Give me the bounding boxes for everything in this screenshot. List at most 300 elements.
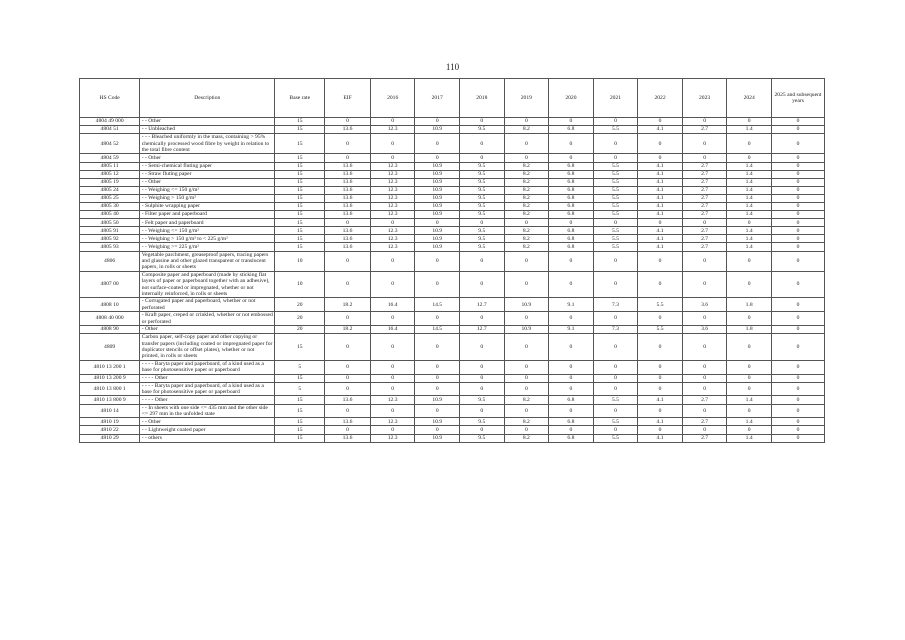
rate-2022-cell: 4.1 [638,170,683,178]
base-rate-cell: 15 [275,227,325,235]
eif-rate-cell: 0 [325,271,371,298]
rate-2018-cell: 0 [460,360,505,374]
rate-2017-cell: 10.9 [415,418,460,426]
hs-code-cell: 4810 29 [80,434,140,442]
base-rate-cell: 5 [275,382,325,396]
rate-2021-cell: 5.5 [593,211,638,219]
rate-2019-cell: 10.9 [504,326,549,334]
rate-2022-cell: 0 [638,312,683,326]
rate-2019-cell: 0 [504,118,549,126]
base-rate-cell: 15 [275,334,325,361]
rate-2020-cell: 0 [549,134,594,154]
rate-2016-cell: 0 [370,312,415,326]
base-rate-cell: 15 [275,194,325,202]
rate-2022-cell: 0 [638,334,683,361]
rate-2016-cell: 12.3 [370,418,415,426]
rate-2018-cell: 0 [460,271,505,298]
eif-rate-cell: 0 [325,154,371,162]
rate-2020-cell: 0 [549,374,594,382]
header-row [80,79,825,118]
rate-2024-cell: 1.4 [727,162,772,170]
rate-2022-cell: 0 [638,134,683,154]
eif-rate-cell: 13.6 [325,126,371,134]
rate-2016-cell: 12.3 [370,186,415,194]
rate-2025-cell: 0 [771,118,824,126]
description-cell: - - - - Baryta paper and paperboard, of a kind used as a base for photosensitive paper or paperboard [140,360,275,374]
table-row [80,162,825,170]
base-rate-cell: 15 [275,178,325,186]
rate-2022-cell: 4.1 [638,126,683,134]
rate-2016-cell: 0 [370,118,415,126]
rate-2021-cell: 0 [593,219,638,227]
description-cell: - - Weighing <= 150 g/m² [140,186,275,194]
table-row [80,118,825,126]
table-row [80,334,825,361]
rate-2025-cell: 0 [771,334,824,361]
description-cell: - - Weighing > 150 g/m² to < 225 g/m² [140,235,275,243]
rate-2024-cell: 1.4 [727,243,772,251]
base-rate-cell: 15 [275,162,325,170]
rate-2017-cell: 10.9 [415,235,460,243]
hs-code-cell: 4805 40 [80,211,140,219]
rate-2025-cell: 0 [771,211,824,219]
eif-rate-cell: 0 [325,404,371,418]
description-cell: - - Other [140,178,275,186]
rate-2017-cell: 0 [415,271,460,298]
rate-2019-cell: 8.2 [504,162,549,170]
rate-2016-cell: 0 [370,374,415,382]
rate-2022-cell: 0 [638,360,683,374]
hs-code-cell: 4808 10 [80,298,140,312]
table-row [80,418,825,426]
rate-2018-cell: 9.5 [460,227,505,235]
rate-2018-cell: 0 [460,134,505,154]
table-row [80,202,825,210]
eif-rate-cell: 18.2 [325,298,371,312]
rate-2020-cell: 0 [549,154,594,162]
hs-code-cell: 4810 22 [80,426,140,434]
header-2020: 2020 [549,79,594,118]
rate-2025-cell: 0 [771,243,824,251]
rate-2021-cell: 0 [593,374,638,382]
eif-rate-cell: 13.6 [325,211,371,219]
rate-2019-cell: 8.2 [504,396,549,404]
rate-2023-cell: 2.7 [682,194,727,202]
header-2017: 2017 [415,79,460,118]
rate-2022-cell: 5.5 [638,298,683,312]
rate-2016-cell: 0 [370,360,415,374]
rate-2024-cell: 1.4 [727,202,772,210]
table-row [80,235,825,243]
rate-2023-cell: 2.7 [682,202,727,210]
rate-2019-cell: 8.2 [504,186,549,194]
rate-2019-cell: 8.2 [504,211,549,219]
rate-2017-cell: 0 [415,251,460,271]
header-hs-code: HS Code [80,79,140,118]
rate-2018-cell: 12.7 [460,326,505,334]
rate-2017-cell: 0 [415,118,460,126]
rate-2022-cell: 4.1 [638,162,683,170]
rate-2021-cell: 5.5 [593,243,638,251]
rate-2025-cell: 0 [771,186,824,194]
rate-2023-cell: 0 [682,312,727,326]
table-row [80,134,825,154]
rate-2017-cell: 0 [415,154,460,162]
rate-2020-cell: 6.8 [549,126,594,134]
description-cell: - - Other [140,118,275,126]
rate-2017-cell: 0 [415,382,460,396]
table-row [80,271,825,298]
base-rate-cell: 15 [275,426,325,434]
rate-2021-cell: 0 [593,251,638,271]
rate-2019-cell: 0 [504,374,549,382]
table-row [80,186,825,194]
table-row [80,126,825,134]
rate-2019-cell: 8.2 [504,178,549,186]
eif-rate-cell: 18.2 [325,326,371,334]
rate-2023-cell: 2.7 [682,243,727,251]
rate-2024-cell: 0 [727,360,772,374]
table-row [80,374,825,382]
hs-code-cell: 4805 92 [80,235,140,243]
rate-2019-cell: 8.2 [504,235,549,243]
rate-2018-cell: 9.5 [460,186,505,194]
base-rate-cell: 15 [275,186,325,194]
rate-2019-cell: 8.2 [504,194,549,202]
hs-code-cell: 4804 52 [80,134,140,154]
eif-rate-cell: 13.6 [325,178,371,186]
rate-2017-cell: 10.9 [415,178,460,186]
rate-2021-cell: 5.5 [593,227,638,235]
rate-2022-cell: 4.1 [638,211,683,219]
description-cell: - - - - Baryta paper and paperboard, of a kind used as a base for photosensitive paper or paperboard [140,382,275,396]
rate-2018-cell: 0 [460,426,505,434]
rate-2020-cell: 6.8 [549,186,594,194]
eif-rate-cell: 13.6 [325,162,371,170]
hs-code-cell: 4808 90 [80,326,140,334]
rate-2023-cell: 0 [682,154,727,162]
rate-2018-cell: 12.7 [460,298,505,312]
hs-code-cell: 4804 49 000 [80,118,140,126]
rate-2019-cell: 0 [504,426,549,434]
rate-2018-cell: 9.5 [460,170,505,178]
rate-2017-cell: 10.9 [415,162,460,170]
base-rate-cell: 15 [275,170,325,178]
rate-2016-cell: 0 [370,426,415,434]
rate-2021-cell: 5.5 [593,434,638,442]
table-row [80,243,825,251]
rate-2023-cell: 3.6 [682,298,727,312]
rate-2017-cell: 10.9 [415,194,460,202]
table-row [80,170,825,178]
rate-2017-cell: 0 [415,360,460,374]
rate-2025-cell: 0 [771,251,824,271]
rate-2016-cell: 0 [370,334,415,361]
hs-code-cell: 4810 13 200 9 [80,374,140,382]
description-cell: - - - - Other [140,374,275,382]
description-cell: Vegetable parchment, greaseproof papers, tracing papers and glassine and other glazed transparent or translucent papers, in rolls or sheets [140,251,275,271]
table-row [80,227,825,235]
table-row [80,312,825,326]
hs-code-cell: 4810 13 800 9 [80,396,140,404]
rate-2021-cell: 7.3 [593,326,638,334]
rate-2021-cell: 0 [593,271,638,298]
base-rate-cell: 15 [275,126,325,134]
rate-2019-cell: 8.2 [504,418,549,426]
rate-2023-cell: 2.7 [682,170,727,178]
hs-code-cell: 4804 51 [80,126,140,134]
rate-2025-cell: 0 [771,202,824,210]
rate-2018-cell: 0 [460,334,505,361]
rate-2020-cell: 6.8 [549,178,594,186]
rate-2025-cell: 0 [771,426,824,434]
rate-2018-cell: 0 [460,404,505,418]
description-cell: - - Other [140,418,275,426]
rate-2022-cell: 4.1 [638,194,683,202]
rate-2025-cell: 0 [771,154,824,162]
rate-2022-cell: 4.1 [638,186,683,194]
rate-2022-cell: 0 [638,374,683,382]
hs-code-cell: 4805 24 [80,186,140,194]
base-rate-cell: 15 [275,434,325,442]
eif-rate-cell: 13.6 [325,396,371,404]
rate-2025-cell: 0 [771,374,824,382]
rate-2025-cell: 0 [771,134,824,154]
eif-rate-cell: 0 [325,251,371,271]
base-rate-cell: 20 [275,326,325,334]
rate-2017-cell: 0 [415,404,460,418]
rate-2023-cell: 2.7 [682,235,727,243]
rate-2021-cell: 0 [593,334,638,361]
rate-2017-cell: 14.5 [415,298,460,312]
base-rate-cell: 15 [275,211,325,219]
eif-rate-cell: 13.6 [325,194,371,202]
table-row [80,404,825,418]
rate-2023-cell: 0 [682,360,727,374]
rate-2024-cell: 0 [727,154,772,162]
rate-2021-cell: 0 [593,382,638,396]
rate-2024-cell: 1.4 [727,170,772,178]
rate-2024-cell: 1.4 [727,194,772,202]
rate-2019-cell: 0 [504,271,549,298]
eif-rate-cell: 13.6 [325,434,371,442]
rate-2017-cell: 0 [415,134,460,154]
rate-2020-cell: 6.8 [549,211,594,219]
rate-2025-cell: 0 [771,298,824,312]
rate-2023-cell: 2.7 [682,211,727,219]
rate-2020-cell: 0 [549,251,594,271]
base-rate-cell: 20 [275,298,325,312]
rate-2022-cell: 4.1 [638,227,683,235]
rate-2019-cell: 8.2 [504,126,549,134]
table-row [80,382,825,396]
rate-2021-cell: 0 [593,426,638,434]
rate-2023-cell: 2.7 [682,178,727,186]
rate-2017-cell: 10.9 [415,126,460,134]
page-number: 110 [445,62,460,72]
rate-2020-cell: 0 [549,312,594,326]
eif-rate-cell: 13.6 [325,170,371,178]
rate-2024-cell: 0 [727,382,772,396]
header-eif: EIF [325,79,371,118]
rate-2021-cell: 5.5 [593,170,638,178]
rate-2018-cell: 0 [460,374,505,382]
rate-2025-cell: 0 [771,178,824,186]
rate-2022-cell: 0 [638,251,683,271]
rate-2023-cell: 0 [682,219,727,227]
rate-2020-cell: 6.8 [549,235,594,243]
rate-2022-cell: 4.1 [638,396,683,404]
rate-2016-cell: 0 [370,251,415,271]
rate-2021-cell: 0 [593,154,638,162]
rate-2020-cell: 0 [549,360,594,374]
rate-2016-cell: 12.3 [370,162,415,170]
rate-2021-cell: 5.5 [593,178,638,186]
table-row [80,251,825,271]
tariff-table-body [80,118,825,443]
rate-2022-cell: 0 [638,219,683,227]
rate-2018-cell: 9.5 [460,162,505,170]
table-row [80,396,825,404]
rate-2023-cell: 0 [682,404,727,418]
table-row [80,434,825,442]
rate-2017-cell: 0 [415,312,460,326]
rate-2025-cell: 0 [771,126,824,134]
rate-2023-cell: 2.7 [682,162,727,170]
rate-2017-cell: 10.9 [415,202,460,210]
rate-2017-cell: 10.9 [415,186,460,194]
rate-2017-cell: 10.9 [415,227,460,235]
rate-2023-cell: 0 [682,382,727,396]
table-row [80,326,825,334]
rate-2018-cell: 9.5 [460,418,505,426]
rate-2016-cell: 0 [370,134,415,154]
header-2022: 2022 [638,79,683,118]
rate-2017-cell: 0 [415,374,460,382]
description-cell: - - - Bleached uniformly in the mass, containing > 95% chemically processed wood fibre by weight in relation to the total fibre content [140,134,275,154]
rate-2019-cell: 0 [504,154,549,162]
rate-2025-cell: 0 [771,396,824,404]
rate-2016-cell: 12.3 [370,126,415,134]
rate-2023-cell: 3.6 [682,326,727,334]
header-2023: 2023 [682,79,727,118]
rate-2025-cell: 0 [771,434,824,442]
rate-2024-cell: 0 [727,118,772,126]
rate-2021-cell: 0 [593,312,638,326]
header-description: Description [140,79,275,118]
rate-2025-cell: 0 [771,235,824,243]
rate-2016-cell: 16.4 [370,326,415,334]
hs-code-cell: 4805 50 [80,219,140,227]
rate-2025-cell: 0 [771,227,824,235]
base-rate-cell: 15 [275,396,325,404]
rate-2022-cell: 5.5 [638,326,683,334]
hs-code-cell: 4805 30 [80,202,140,210]
rate-2016-cell: 16.4 [370,298,415,312]
rate-2018-cell: 9.5 [460,126,505,134]
eif-rate-cell: 13.6 [325,186,371,194]
description-cell: - Kraft paper, creped or crinkled, whether or not embossed or perforated [140,312,275,326]
rate-2022-cell: 0 [638,426,683,434]
hs-code-cell: 4810 19 [80,418,140,426]
rate-2021-cell: 0 [593,118,638,126]
base-rate-cell: 15 [275,418,325,426]
rate-2022-cell: 0 [638,154,683,162]
rate-2018-cell: 9.5 [460,194,505,202]
hs-code-cell: 4805 11 [80,162,140,170]
description-cell: - Sulphite wrapping paper [140,202,275,210]
table-row [80,194,825,202]
rate-2022-cell: 0 [638,404,683,418]
rate-2019-cell: 0 [504,404,549,418]
rate-2019-cell: 0 [504,251,549,271]
rate-2024-cell: 0 [727,334,772,361]
rate-2024-cell: 1.4 [727,418,772,426]
header-2019: 2019 [504,79,549,118]
eif-rate-cell: 0 [325,426,371,434]
rate-2023-cell: 2.7 [682,186,727,194]
rate-2023-cell: 0 [682,134,727,154]
eif-rate-cell: 0 [325,219,371,227]
rate-2021-cell: 5.5 [593,396,638,404]
rate-2016-cell: 12.3 [370,211,415,219]
rate-2025-cell: 0 [771,271,824,298]
rate-2020-cell: 6.8 [549,170,594,178]
rate-2023-cell: 2.7 [682,434,727,442]
hs-code-cell: 4810 14 [80,404,140,418]
eif-rate-cell: 13.6 [325,243,371,251]
table-row [80,211,825,219]
rate-2019-cell: 8.2 [504,170,549,178]
rate-2016-cell: 12.3 [370,178,415,186]
hs-code-cell: 4810 13 200 1 [80,360,140,374]
description-cell: - Felt paper and paperboard [140,219,275,227]
rate-2017-cell: 0 [415,219,460,227]
hs-code-cell: 4805 91 [80,227,140,235]
hs-code-cell: 4808 40 000 [80,312,140,326]
rate-2020-cell: 0 [549,426,594,434]
rate-2025-cell: 0 [771,219,824,227]
rate-2019-cell: 0 [504,134,549,154]
hs-code-cell: 4807 00 [80,271,140,298]
description-cell: - - others [140,434,275,442]
rate-2020-cell: 0 [549,118,594,126]
rate-2018-cell: 0 [460,251,505,271]
eif-rate-cell: 0 [325,382,371,396]
rate-2020-cell: 6.8 [549,227,594,235]
description-cell: - - - - Other [140,396,275,404]
base-rate-cell: 5 [275,360,325,374]
header-2016: 2016 [370,79,415,118]
rate-2024-cell: 1.4 [727,235,772,243]
rate-2024-cell: 0 [727,219,772,227]
rate-2022-cell: 4.1 [638,178,683,186]
rate-2023-cell: 0 [682,251,727,271]
rate-2019-cell: 0 [504,312,549,326]
rate-2020-cell: 6.8 [549,418,594,426]
description-cell: Carbon paper, self-copy paper and other copying or transfer papers (including coated or impregnated paper for duplicator stencils or offset plates), whether or not printed, in rolls or sheets [140,334,275,361]
eif-rate-cell: 13.6 [325,227,371,235]
rate-2018-cell: 0 [460,382,505,396]
base-rate-cell: 10 [275,251,325,271]
eif-rate-cell: 0 [325,134,371,154]
rate-2017-cell: 0 [415,334,460,361]
rate-2020-cell: 9.1 [549,326,594,334]
rate-2023-cell: 2.7 [682,227,727,235]
rate-2019-cell: 8.2 [504,202,549,210]
description-cell: - - Straw fluting paper [140,170,275,178]
eif-rate-cell: 0 [325,312,371,326]
